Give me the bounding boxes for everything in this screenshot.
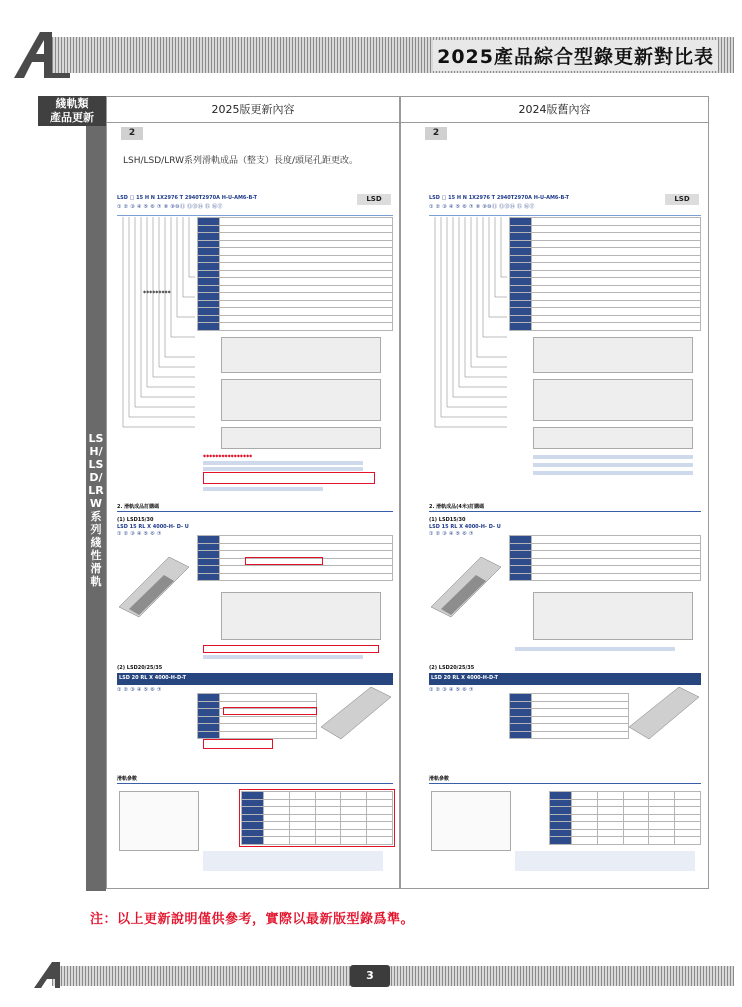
lsd20-title-2025: (2) LSD20/25/35: [117, 665, 163, 671]
page-number: 3: [350, 965, 390, 987]
divider: [429, 215, 701, 216]
params-title-2024: 滑軌參數: [429, 776, 450, 782]
panel-2024-number: 2: [425, 127, 447, 140]
order-code-2024: LSD □ 15 H N 1X2976 T 2940T2970A H-U-AM6-B-T: [429, 195, 570, 201]
lsd20-indices: ① ② ③ ④ ⑤ ⑥ ⑦: [429, 687, 474, 693]
category-tab-line2: 產品更新: [50, 111, 94, 124]
order-code-indices-2025: ① ② ③ ④ ⑤ ⑥ ⑦ ⑧ ⑨⑩⑪ ⑫⑬⑭ ⑮ ⑯⑰: [117, 204, 223, 210]
header-band: [52, 37, 734, 73]
rail-image-lsd20: [629, 687, 699, 747]
page-title: 2025產品綜合型錄更新對比表: [433, 40, 718, 71]
panel-2025-title: 2025版更新內容: [107, 97, 399, 123]
params-notes: [203, 851, 383, 871]
lsd20-indices: ① ② ③ ④ ⑤ ⑥ ⑦: [117, 687, 162, 693]
note-line: [203, 467, 363, 471]
params-title-2025: 滑軌參數: [117, 776, 138, 782]
highlight-box-params: [239, 789, 395, 847]
note-line: [203, 487, 323, 491]
highlight-box-length-note-2: [203, 739, 273, 749]
order-code-2025: LSD □ 15 H N 1X2976 T 2940T2970A H-U-AM6-B-T: [117, 195, 258, 201]
footer-band: [52, 966, 734, 986]
panel-2024-title: 2024版舊內容: [401, 97, 708, 123]
disclaimer-note: 注：以上更新說明僅供參考，實際以最新版型錄爲準。: [90, 912, 415, 927]
seal-diagram-row2: [533, 379, 693, 421]
catalog-page-2025: [107, 187, 399, 887]
change-description: LSH/LSD/LRW系列滑軌成品（整支）長度/頭尾孔距更改。: [123, 156, 359, 166]
section2-title-2024: 2. 滑軌成品(4米)訂購碼: [429, 504, 485, 510]
params-diagram: [119, 791, 199, 851]
rail-image-lsd15: [431, 557, 501, 627]
note-line: [203, 655, 363, 659]
lsd15-code-2025: LSD 15 RL X 4000-H- D- U: [117, 524, 189, 530]
seal-diagram-row2: [221, 379, 381, 421]
seal-diagram-row1: [533, 337, 693, 373]
note-line: [515, 647, 675, 651]
params-rule: [429, 783, 701, 784]
seal-diagram-row1: [221, 337, 381, 373]
note-line: [203, 461, 363, 465]
lsd20-title-2024: (2) LSD20/25/35: [429, 665, 475, 671]
notes-2025: ◆◆◆◆◆◆◆◆◆◆◆◆◆◆◆◆: [203, 453, 253, 458]
highlight-box-length-1: [245, 557, 323, 565]
footer-logo: [32, 961, 70, 989]
params-diagram: [431, 791, 511, 851]
lsd20-code-2025: LSD 20 RL X 4000-H-D-T: [119, 675, 186, 681]
lsd15-indices: ① ② ③ ④ ⑤ ⑥ ⑦: [117, 531, 162, 537]
seal-diagram-row3: [533, 427, 693, 449]
spec-table-2024: [509, 217, 701, 331]
params-notes: [515, 851, 695, 871]
note-line: [533, 463, 693, 467]
highlight-box-length-note-1: [203, 645, 379, 653]
panel-2024: [400, 96, 709, 889]
lsd15-seal-diagram: [533, 592, 693, 640]
section2-title-2025: 2. 滑軌成品訂購碼: [117, 504, 160, 510]
section2-rule: [429, 511, 701, 512]
params-table-2024: [549, 791, 701, 845]
panel-2025-number: 2: [121, 127, 143, 140]
catalog-page-2024: [419, 187, 707, 887]
code-leader-lines: [429, 217, 509, 447]
lsd-badge-2025: LSD: [357, 194, 391, 205]
lsd15-code-2024: LSD 15 RL X 4000-H- D- U: [429, 524, 501, 530]
section2-rule: [117, 511, 393, 512]
lsd20-spec-table-2024: [509, 693, 629, 739]
lsd15-indices: ① ② ③ ④ ⑤ ⑥ ⑦: [429, 531, 474, 537]
seal-diagram-row3: [221, 427, 381, 449]
category-tab: [38, 96, 106, 126]
lsd20-code-2024: LSD 20 RL X 4000-H-D-T: [431, 675, 498, 681]
code-leader-lines: [117, 217, 197, 447]
highlight-box-length-2: [223, 707, 317, 715]
highlight-box-notes: [203, 472, 375, 484]
divider: [117, 215, 393, 216]
note-line: [533, 471, 693, 475]
panel-2025: [106, 96, 400, 889]
rail-image-lsd15: [119, 557, 189, 627]
lsd15-title-2024: (1) LSD15/30: [429, 517, 466, 523]
leader-note: ◆◆◆◆◆◆◆◆◆: [143, 289, 171, 294]
spec-table-2025: [197, 217, 393, 331]
lsd20-spec-table-2025: [197, 693, 317, 739]
lsd15-spec-table-2024: [509, 535, 701, 581]
lsd15-title-2025: (1) LSD15/30: [117, 517, 154, 523]
order-code-indices-2024: ① ② ③ ④ ⑤ ⑥ ⑦ ⑧ ⑨⑩⑪ ⑫⑬⑭ ⑮ ⑯⑰: [429, 204, 535, 210]
lsd-badge-2024: LSD: [665, 194, 699, 205]
series-vertical-label: LSH/LSD/LRW系列綫性滑軌: [88, 432, 104, 588]
lsd15-seal-diagram: [221, 592, 381, 640]
rail-image-lsd20: [321, 687, 391, 747]
params-rule: [117, 783, 393, 784]
category-tab-line1: 綫軌類: [55, 97, 89, 110]
note-line: [533, 455, 693, 459]
